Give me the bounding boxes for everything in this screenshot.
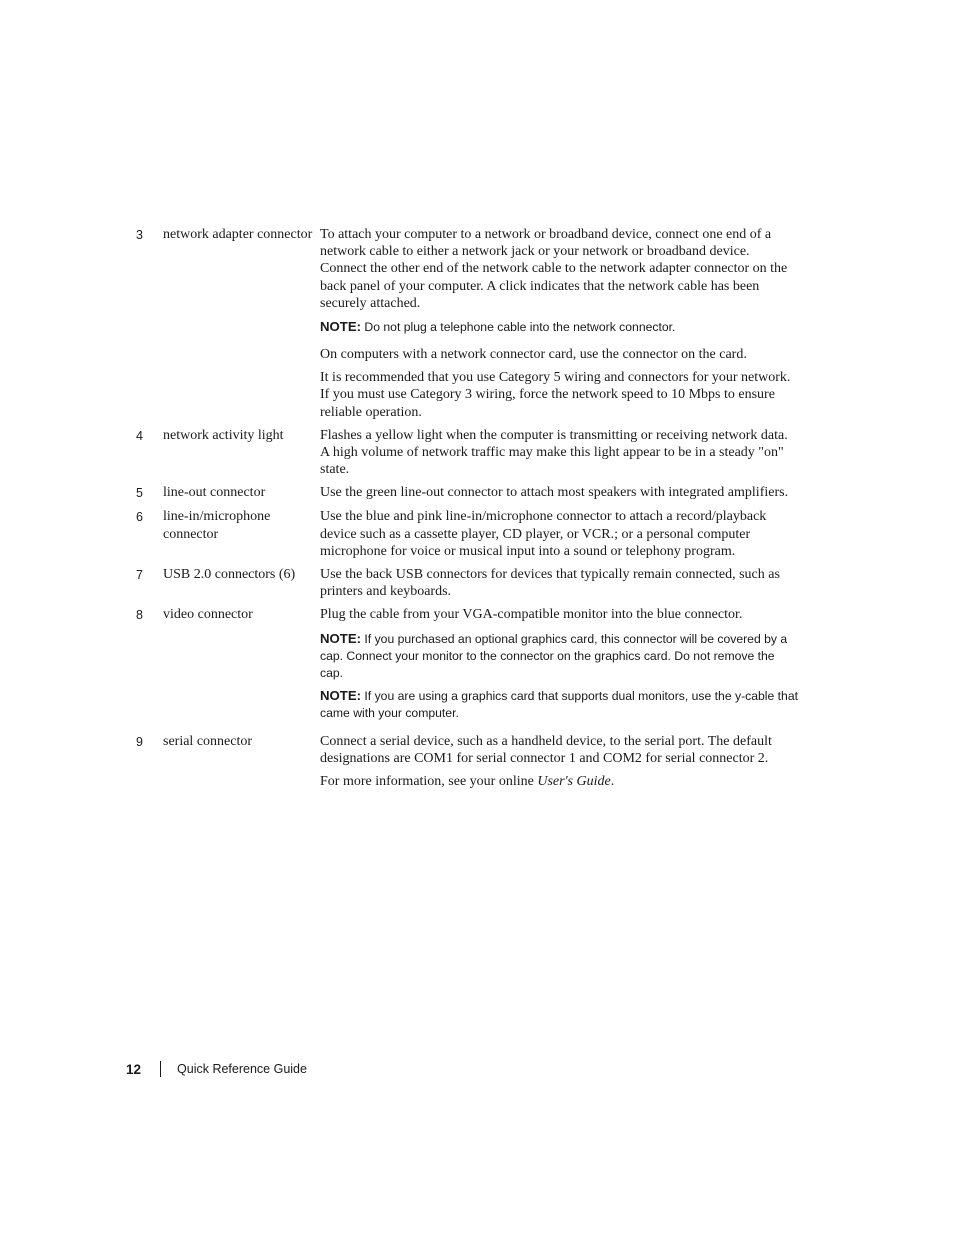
item-name: network adapter connector [163, 227, 313, 242]
description-paragraph: Use the back USB connectors for devices that typically remain connected, such as printers and keyboards. [320, 567, 780, 600]
item-name: line-out connector [163, 485, 266, 501]
footer-title: Quick Reference Guide [177, 1062, 307, 1076]
item-number: 3 [136, 228, 143, 242]
description-paragraph: Use the green line-out connector to attach most speakers with integrated amplifiers. [320, 485, 789, 501]
description-paragraph: On computers with a network connector card, use the connector on the card. [320, 347, 747, 363]
connector-table [136, 226, 798, 796]
item-number: 5 [136, 486, 143, 501]
description-paragraph [320, 773, 798, 790]
item-number: 7 [136, 568, 143, 583]
table-row [136, 606, 798, 726]
item-description [320, 508, 798, 560]
note-text: If you purchased an optional graphics card, this connector will be covered by a cap. Connect your monitor to the connector on the graphics card. Do not remove the cap. [320, 631, 788, 680]
table-row [136, 484, 798, 502]
note-label: NOTE: [320, 319, 362, 335]
item-name: network activity light [163, 427, 284, 443]
table-row [136, 508, 798, 560]
page-footer [126, 1061, 307, 1077]
description-paragraph: Flashes a yellow light when the computer is transmitting or receiving network data. A high volume of network traffic may make this light appear to be in a steady "on" state. [320, 427, 788, 478]
note-label: NOTE: [320, 687, 362, 703]
note [320, 687, 798, 722]
item-name: line-in/microphone connector [163, 509, 271, 542]
description-paragraph: Connect a serial device, such as a handheld device, to the serial port. The default designations are COM1 for serial connector 1 and COM2 for serial connector 2. [320, 733, 772, 766]
item-name: serial connector [163, 733, 253, 749]
note [320, 630, 798, 682]
page-number: 12 [126, 1061, 142, 1077]
note-text: If you are using a graphics card that supports dual monitors, use the y-cable that came with your computer. [320, 688, 798, 720]
footer-divider [160, 1061, 161, 1077]
note-label: NOTE: [320, 630, 362, 646]
item-number: 6 [136, 510, 143, 525]
table-row [136, 566, 798, 600]
note-text: Do not plug a telephone cable into the network connector. [361, 320, 676, 335]
note [320, 318, 798, 336]
description-paragraph: Use the blue and pink line-in/microphone connector to attach a record/playback device such as a cassette player, CD player, or VCR.; or a personal computer microphone for voice or musical input into a sound or telephony program. [320, 509, 767, 559]
table-row [136, 733, 798, 791]
item-number: 8 [136, 608, 143, 623]
table-row [136, 427, 798, 479]
item-description [320, 484, 798, 502]
item-number: 9 [136, 734, 143, 749]
item-number: 4 [136, 428, 143, 443]
paragraph-text: . [610, 774, 615, 790]
description-paragraph: To attach your computer to a network or broadband device, connect one end of a network cable to either a network jack or your network or broadband device. Connect the other end of the network cable to the network adapter connector on the back panel of your computer. A click indicates that the network cable has been securely attached. [320, 227, 788, 311]
paragraph-text: For more information, see your online [320, 774, 538, 790]
item-description [320, 226, 798, 421]
item-description [320, 427, 798, 479]
item-name: video connector [163, 607, 253, 623]
item-description [320, 566, 798, 600]
description-paragraph: It is recommended that you use Category 5 wiring and connectors for your network. If you must use Category 3 wiring, force the network speed to 10 Mbps to ensure reliable operation. [320, 370, 791, 420]
table-row [136, 226, 798, 421]
item-name: USB 2.0 connectors (6) [163, 567, 296, 583]
item-description [320, 606, 798, 726]
users-guide-title: User's Guide [537, 774, 611, 790]
description-paragraph: Plug the cable from your VGA-compatible monitor into the blue connector. [320, 607, 743, 623]
item-description [320, 733, 798, 791]
